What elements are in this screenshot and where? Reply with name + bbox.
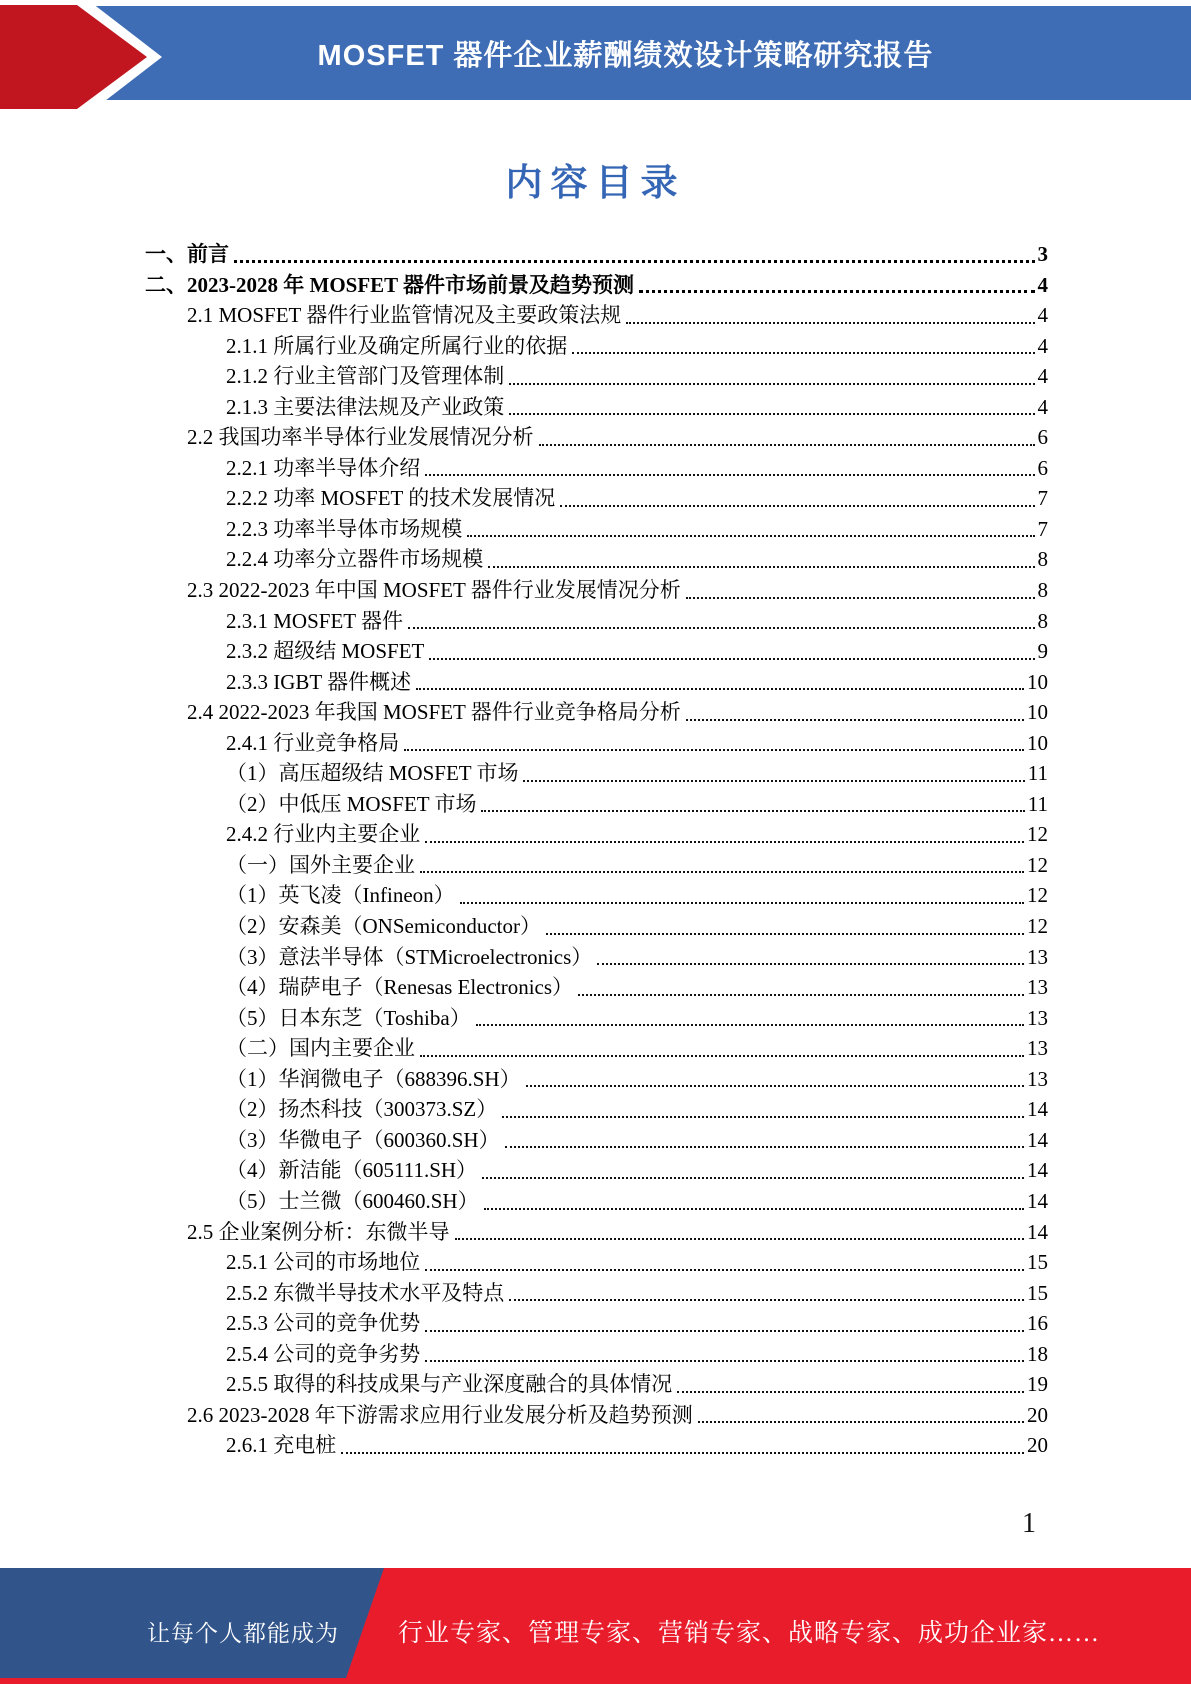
toc-entry[interactable] xyxy=(145,239,1048,270)
toc-entry-text: 2.5.4 公司的竞争劣势 xyxy=(226,1341,421,1366)
report-title: MOSFET 器件企业薪酬绩效设计策略研究报告 xyxy=(317,39,934,72)
toc-entry-page: 20 xyxy=(1027,1433,1048,1458)
toc-entry-text: 2.2 我国功率半导体行业发展情况分析 xyxy=(187,425,534,450)
toc-dotted-leader xyxy=(686,719,1024,721)
toc-entry-page: 20 xyxy=(1027,1402,1048,1427)
toc-entry-text: （3）意法半导体（STMicroelectronics） xyxy=(226,944,593,969)
toc-dotted-leader xyxy=(482,1177,1024,1179)
toc-entry-text: 2.1.1 所属行业及确定所属行业的依据 xyxy=(226,333,568,358)
toc-entry-text: 2.3.3 IGBT 器件概述 xyxy=(226,669,412,694)
toc-dotted-leader xyxy=(416,688,1024,690)
toc-entry-page: 14 xyxy=(1027,1219,1048,1244)
footer-slogan-right: 行业专家、管理专家、营销专家、战略专家、成功企业家…… xyxy=(398,1620,1101,1647)
toc-entry-text: 2.2.2 功率 MOSFET 的技术发展情况 xyxy=(226,486,556,511)
toc-entry-text: （3）华微电子（600360.SH） xyxy=(226,1127,500,1152)
toc-entry[interactable] xyxy=(145,1430,1048,1461)
toc-dotted-leader xyxy=(484,1208,1024,1210)
toc-entry[interactable] xyxy=(145,392,1048,423)
toc-entry[interactable] xyxy=(145,300,1048,331)
toc-entry-page: 8 xyxy=(1037,608,1048,633)
toc-entry-page: 9 xyxy=(1037,639,1048,664)
toc-dotted-leader xyxy=(578,994,1024,996)
toc-entry[interactable] xyxy=(145,422,1048,453)
toc-entry-page: 12 xyxy=(1027,883,1048,908)
toc-entry-page: 4 xyxy=(1037,394,1048,419)
toc-dotted-leader xyxy=(429,658,1034,660)
toc-entry[interactable] xyxy=(145,331,1048,362)
toc-entry-text: 2.3.1 MOSFET 器件 xyxy=(226,608,403,633)
toc-entry-text: （1）英飞凌（Infineon） xyxy=(226,883,455,908)
toc-entry[interactable] xyxy=(145,1217,1048,1248)
toc-entry-page: 19 xyxy=(1027,1372,1048,1397)
toc-entry[interactable] xyxy=(145,819,1048,850)
toc-dotted-leader xyxy=(546,933,1024,935)
toc-entry-text: 一、前言 xyxy=(145,242,229,266)
toc-dotted-leader xyxy=(639,290,1034,293)
toc-entry[interactable] xyxy=(145,1339,1048,1370)
toc-entry[interactable] xyxy=(145,1308,1048,1339)
toc-dotted-leader xyxy=(572,352,1034,354)
toc-heading: 内容目录 xyxy=(505,163,686,204)
toc-entry-text: 2.2.3 功率半导体市场规模 xyxy=(226,516,463,541)
toc-dotted-leader xyxy=(467,535,1034,537)
toc-entry-text: 2.6 2023-2028 年下游需求应用行业发展分析及趋势预测 xyxy=(187,1402,693,1427)
toc-entry-page: 12 xyxy=(1027,822,1048,847)
toc-dotted-leader xyxy=(698,1421,1024,1423)
toc-entry-page: 14 xyxy=(1027,1127,1048,1152)
toc-entry[interactable] xyxy=(145,667,1048,698)
toc-entry[interactable] xyxy=(145,1278,1048,1309)
toc-entry-page: 3 xyxy=(1037,242,1048,266)
toc-entry-page: 4 xyxy=(1037,272,1048,297)
toc-entry[interactable] xyxy=(145,789,1048,820)
toc-entry-page: 15 xyxy=(1027,1280,1048,1305)
toc-entry-page: 4 xyxy=(1037,303,1048,328)
toc-entry[interactable] xyxy=(145,453,1048,484)
toc-entry-text: （1）高压超级结 MOSFET 市场 xyxy=(226,761,519,786)
toc-entry-text: 2.4.1 行业竞争格局 xyxy=(226,730,400,755)
toc-entry[interactable] xyxy=(145,697,1048,728)
toc-dotted-leader xyxy=(420,871,1024,873)
toc-entry-text: 2.3.2 超级结 MOSFET xyxy=(226,639,425,664)
toc-entry-text: （一）国外主要企业 xyxy=(226,852,415,877)
toc-dotted-leader xyxy=(234,260,1035,263)
toc-dotted-leader xyxy=(597,963,1024,965)
toc-entry[interactable] xyxy=(145,1155,1048,1186)
toc-entry[interactable] xyxy=(145,361,1048,392)
toc-dotted-leader xyxy=(523,780,1024,782)
toc-entry-page: 10 xyxy=(1027,730,1048,755)
toc-entry[interactable] xyxy=(145,942,1048,973)
toc-entry[interactable] xyxy=(145,606,1048,637)
toc-dotted-leader xyxy=(539,444,1035,446)
toc-entry-text: （2）扬杰科技（300373.SZ） xyxy=(226,1097,498,1122)
toc-entry[interactable] xyxy=(145,1094,1048,1125)
toc-entry[interactable] xyxy=(145,1400,1048,1431)
toc-entry-page: 4 xyxy=(1037,333,1048,358)
toc-dotted-leader xyxy=(455,1238,1025,1240)
toc-entry-page: 13 xyxy=(1027,944,1048,969)
toc-entry-page: 8 xyxy=(1037,547,1048,572)
toc-entry-text: 2.2.1 功率半导体介绍 xyxy=(226,455,421,480)
toc-entry-page: 13 xyxy=(1027,975,1048,1000)
toc-entry-text: 2.5.5 取得的科技成果与产业深度融合的具体情况 xyxy=(226,1372,673,1397)
toc-entry[interactable] xyxy=(145,728,1048,759)
toc-entry-page: 10 xyxy=(1027,700,1048,725)
toc-entry[interactable] xyxy=(145,1369,1048,1400)
toc-entry-page: 14 xyxy=(1027,1158,1048,1183)
toc-dotted-leader xyxy=(509,1299,1024,1301)
toc-dotted-leader xyxy=(476,1024,1024,1026)
toc-entry-page: 14 xyxy=(1027,1188,1048,1213)
toc-entry-text: （二）国内主要企业 xyxy=(226,1036,415,1061)
toc-entry[interactable] xyxy=(145,880,1048,911)
toc-dotted-leader xyxy=(509,413,1034,415)
toc-entry-text: 2.2.4 功率分立器件市场规模 xyxy=(226,547,484,572)
toc-entry[interactable] xyxy=(145,544,1048,575)
toc-dotted-leader xyxy=(460,902,1024,904)
toc-entry[interactable] xyxy=(145,1125,1048,1156)
toc-entry-text: 2.5 企业案例分析：东微半导 xyxy=(187,1219,450,1244)
toc-entry-page: 13 xyxy=(1027,1005,1048,1030)
toc-entry-page: 7 xyxy=(1037,486,1048,511)
toc-entry-text: （5）日本东芝（Toshiba） xyxy=(226,1005,471,1030)
toc-dotted-leader xyxy=(420,1055,1024,1057)
toc-entry-text: 2.6.1 充电桩 xyxy=(226,1433,337,1458)
toc-entry-text: 2.5.3 公司的竞争优势 xyxy=(226,1311,421,1336)
toc-entry-text: （4）瑞萨电子（Renesas Electronics） xyxy=(226,975,574,1000)
toc-entry-text: 2.1.2 行业主管部门及管理体制 xyxy=(226,364,505,389)
toc-entry[interactable] xyxy=(145,514,1048,545)
toc-dotted-leader xyxy=(481,810,1024,812)
toc-dotted-leader xyxy=(425,474,1034,476)
toc-entry[interactable] xyxy=(145,575,1048,606)
toc-entry-text: 2.3 2022-2023 年中国 MOSFET 器件行业发展情况分析 xyxy=(187,578,681,603)
toc-entry-page: 14 xyxy=(1027,1097,1048,1122)
toc-entry-text: 2.4 2022-2023 年我国 MOSFET 器件行业竞争格局分析 xyxy=(187,700,681,725)
toc-entry-text: 2.5.2 东微半导技术水平及特点 xyxy=(226,1280,505,1305)
toc-dotted-leader xyxy=(526,1085,1024,1087)
toc-entry-page: 6 xyxy=(1037,425,1048,450)
toc-dotted-leader xyxy=(425,1269,1024,1271)
toc-entry[interactable] xyxy=(145,1186,1048,1217)
toc-entry-page: 11 xyxy=(1027,791,1048,816)
toc-entry-page: 10 xyxy=(1027,669,1048,694)
toc-entry-page: 12 xyxy=(1027,914,1048,939)
toc-dotted-leader xyxy=(404,749,1024,751)
toc-entry[interactable] xyxy=(145,758,1048,789)
toc-entry-page: 12 xyxy=(1027,852,1048,877)
toc-entry-text: （2）中低压 MOSFET 市场 xyxy=(226,791,477,816)
toc-entry-page: 4 xyxy=(1037,364,1048,389)
toc-entry-page: 7 xyxy=(1037,516,1048,541)
toc-entry[interactable] xyxy=(145,1033,1048,1064)
toc-dotted-leader xyxy=(488,566,1034,568)
toc-entry[interactable] xyxy=(145,1247,1048,1278)
toc-dotted-leader xyxy=(677,1391,1024,1393)
toc-entry[interactable] xyxy=(145,1064,1048,1095)
toc-entry-text: （1）华润微电子（688396.SH） xyxy=(226,1066,521,1091)
page-number: 1 xyxy=(1022,1508,1036,1539)
toc-entry-page: 13 xyxy=(1027,1066,1048,1091)
toc-dotted-leader xyxy=(408,627,1035,629)
toc-dotted-leader xyxy=(341,1452,1024,1454)
toc-entry-text: 2.1.3 主要法律法规及产业政策 xyxy=(226,394,505,419)
footer-slogan-left: 让每个人都能成为 xyxy=(147,1621,339,1646)
toc-dotted-leader xyxy=(686,597,1035,599)
toc-entry-page: 16 xyxy=(1027,1311,1048,1336)
toc-entry[interactable] xyxy=(145,270,1048,301)
toc-entry-page: 13 xyxy=(1027,1036,1048,1061)
toc-entry-page: 18 xyxy=(1027,1341,1048,1366)
toc-list xyxy=(145,239,1048,1461)
toc-dotted-leader xyxy=(560,505,1034,507)
toc-entry-text: 二、2023-2028 年 MOSFET 器件市场前景及趋势预测 xyxy=(145,272,635,297)
toc-dotted-leader xyxy=(425,1360,1024,1362)
toc-dotted-leader xyxy=(425,841,1024,843)
toc-entry[interactable] xyxy=(145,1003,1048,1034)
toc-entry[interactable] xyxy=(145,850,1048,881)
toc-entry-text: （5）士兰微（600460.SH） xyxy=(226,1188,479,1213)
toc-entry-text: 2.5.1 公司的市场地位 xyxy=(226,1250,421,1275)
toc-dotted-leader xyxy=(626,322,1034,324)
toc-entry[interactable] xyxy=(145,483,1048,514)
toc-entry-text: 2.4.2 行业内主要企业 xyxy=(226,822,421,847)
toc-dotted-leader xyxy=(509,383,1034,385)
toc-entry[interactable] xyxy=(145,911,1048,942)
toc-entry-page: 11 xyxy=(1027,761,1048,786)
toc-entry-text: （2）安森美（ONSemiconductor） xyxy=(226,914,541,939)
footer-bar xyxy=(0,1568,1191,1684)
toc-dotted-leader xyxy=(502,1116,1024,1118)
toc-entry-page: 6 xyxy=(1037,455,1048,480)
toc-entry-page: 8 xyxy=(1037,578,1048,603)
toc-entry[interactable] xyxy=(145,972,1048,1003)
toc-entry-text: （4）新洁能（605111.SH） xyxy=(226,1158,478,1183)
toc-entry[interactable] xyxy=(145,636,1048,667)
toc-dotted-leader xyxy=(425,1330,1024,1332)
toc-dotted-leader xyxy=(505,1146,1024,1148)
toc-entry-text: 2.1 MOSFET 器件行业监管情况及主要政策法规 xyxy=(187,303,622,328)
toc-entry-page: 15 xyxy=(1027,1250,1048,1275)
